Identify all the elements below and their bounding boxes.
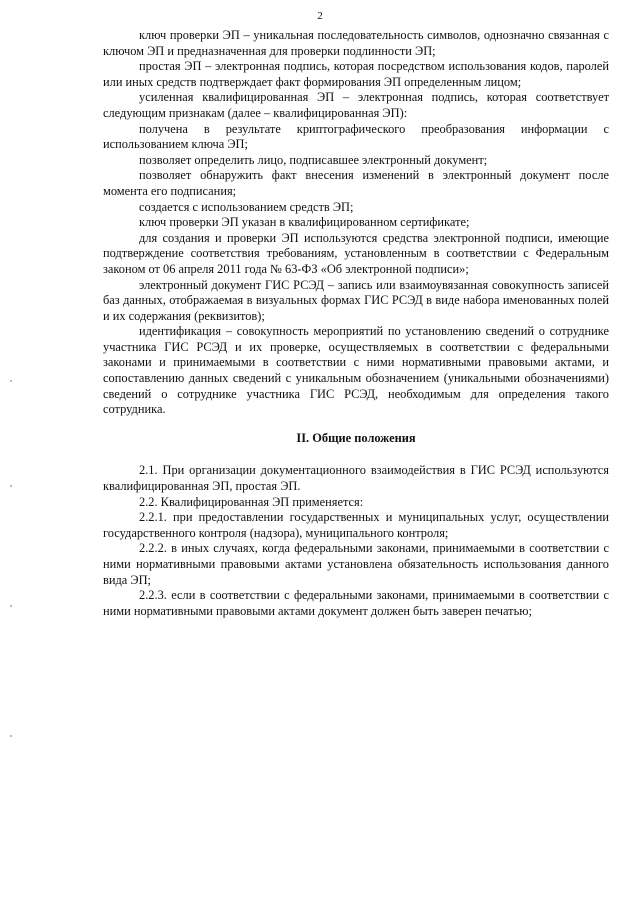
scan-dot bbox=[10, 380, 12, 382]
scan-dot bbox=[10, 605, 12, 607]
criteria-paragraph: получена в результате криптографического преобразования информации с использованием ключа ЭП; bbox=[103, 121, 609, 152]
criteria-paragraph: для создания и проверки ЭП используются средства электронной подписи, имеющие подтверждение соответствия требованиям, установленным в соответствии с Федеральным законом от 06 апреля 2011 года № 63-ФЗ «Об электронной подписи»; bbox=[103, 230, 609, 276]
definition-paragraph: усиленная квалифицированная ЭП – электронная подпись, которая соответствует следующим признакам (далее – квалифицированная ЭП): bbox=[103, 90, 609, 120]
scan-dot bbox=[10, 735, 12, 737]
definition-paragraph: идентификация – совокупность мероприятий по установлению сведений о сотруднике участника ГИС РСЭД и их проверке, осуществляемых в соответствии с федеральными законами и принимаемыми в соответствии с ними нормативными правовыми актами, и сопоставлению данных сведений с уникальным обозначением (уникальными обозначениями) сведений о сотруднике участника ГИС РСЭД, необходимым для определения такого сотрудника. bbox=[103, 324, 609, 417]
definition-paragraph: электронный документ ГИС РСЭД – запись или взаимоувязанная совокупность записей баз данных, отображаемая в визуальных формах ГИС РСЭД в виде набора именованных полей и их содержания (реквизитов); bbox=[103, 277, 609, 323]
definition-paragraph: простая ЭП – электронная подпись, которая посредством использования кодов, паролей или иных средств подтверждает факт формирования ЭП определенным лицом; bbox=[103, 59, 609, 89]
document-body bbox=[103, 28, 609, 619]
clause-paragraph: 2.2.3. если в соответствии с федеральными законами, принимаемыми в соответствии с ними нормативными правовыми актами документ должен быть заверен печатью; bbox=[103, 588, 609, 618]
criteria-paragraph: ключ проверки ЭП указан в квалифицированном сертификате; bbox=[139, 215, 470, 230]
criteria-paragraph: позволяет определить лицо, подписавшее электронный документ; bbox=[139, 152, 488, 167]
section-heading: II. Общие положения bbox=[296, 430, 416, 445]
clause-paragraph: 2.2. Квалифицированная ЭП применяется: bbox=[139, 494, 364, 509]
clause-paragraph: 2.2.2. в иных случаях, когда федеральными законами, принимаемыми в соответствии с ними нормативными правовыми актами установлена обязательность использования данного вида ЭП; bbox=[103, 541, 609, 587]
criteria-paragraph: создается с использованием средств ЭП; bbox=[139, 199, 354, 214]
clause-paragraph: 2.1. При организации документационного взаимодействия в ГИС РСЭД используются квалифицированная ЭП, простая ЭП. bbox=[103, 463, 609, 494]
scan-margin-marks bbox=[10, 360, 14, 780]
clause-paragraph: 2.2.1. при предоставлении государственных и муниципальных услуг, осуществлении государственного контроля (надзора), муниципального контроля; bbox=[103, 510, 609, 540]
page-number: 2 bbox=[317, 10, 323, 22]
definition-paragraph: ключ проверки ЭП – уникальная последовательность символов, однозначно связанная с ключом ЭП и предназначенная для проверки подлинности ЭП; bbox=[103, 28, 609, 58]
scan-dot bbox=[10, 485, 12, 487]
criteria-paragraph: позволяет обнаружить факт внесения изменений в электронный документ после момента его подписания; bbox=[103, 168, 609, 198]
